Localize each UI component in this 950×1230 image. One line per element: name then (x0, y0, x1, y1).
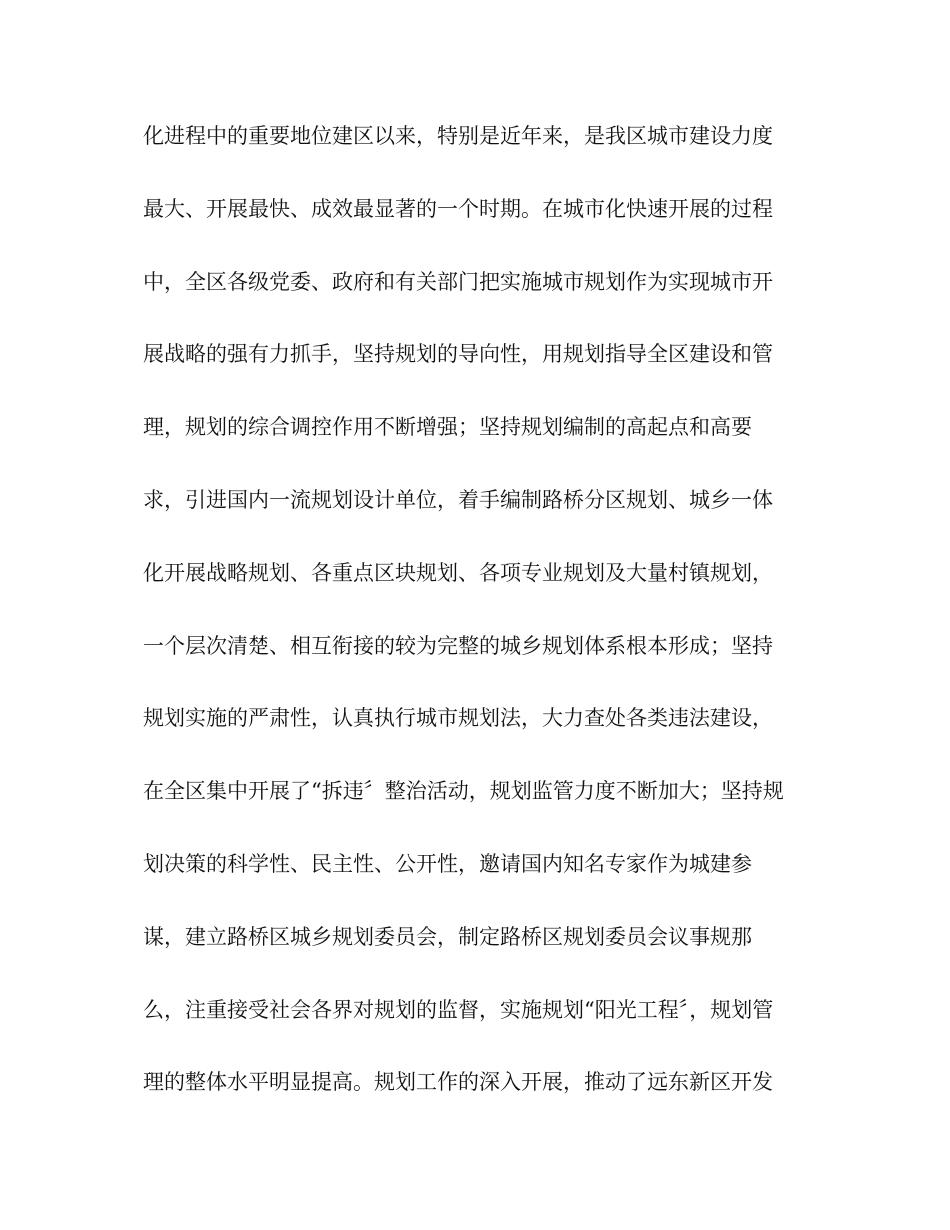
text-line: 么，注重接受社会各界对规划的监督，实施规划“阳光工程〞，规划管 (143, 997, 774, 1022)
text-line: 规划实施的严肃性，认真执行城市规划法，大力查处各类违法建设， (143, 706, 773, 731)
text-line: 在全区集中开展了“拆违〞整治活动，规划监管力度不断加大；坚持规 (143, 779, 784, 804)
body-paragraph (143, 113, 823, 1132)
text-line: 谋，建立路桥区城乡规划委员会，制定路桥区规划委员会议事规那 (143, 924, 752, 949)
text-line: 化进程中的重要地位建区以来，特别是近年来，是我区城市建设力度 (143, 124, 773, 148)
text-line: 化开展战略规划、各重点区块规划、各项专业规划及大量村镇规划， (143, 560, 773, 585)
text-line: 最大、开展最快、成效最显著的一个时期。在城市化快速开展的过程 (143, 196, 773, 221)
text-line: 一个层次清楚、相互衔接的较为完整的城乡规划体系根本形成；坚持 (143, 633, 773, 658)
text-line: 中，全区各级党委、政府和有关部门把实施城市规划作为实现城市开 (143, 269, 773, 294)
text-line: 划决策的科学性、民主性、公开性，邀请国内知名专家作为城建参 (143, 851, 752, 876)
text-line: 理，规划的综合调控作用不断增强；坚持规划编制的高起点和高要 (143, 415, 752, 440)
text-line: 展战略的强有力抓手，坚持规划的导向性，用规划指导全区建设和管 (143, 342, 773, 367)
text-line: 求，引进国内一流规划设计单位，着手编制路桥分区规划、城乡一体 (143, 487, 773, 512)
text-line: 理的整体水平明显提高。规划工作的深入开展，推动了远东新区开发 (143, 1070, 773, 1095)
